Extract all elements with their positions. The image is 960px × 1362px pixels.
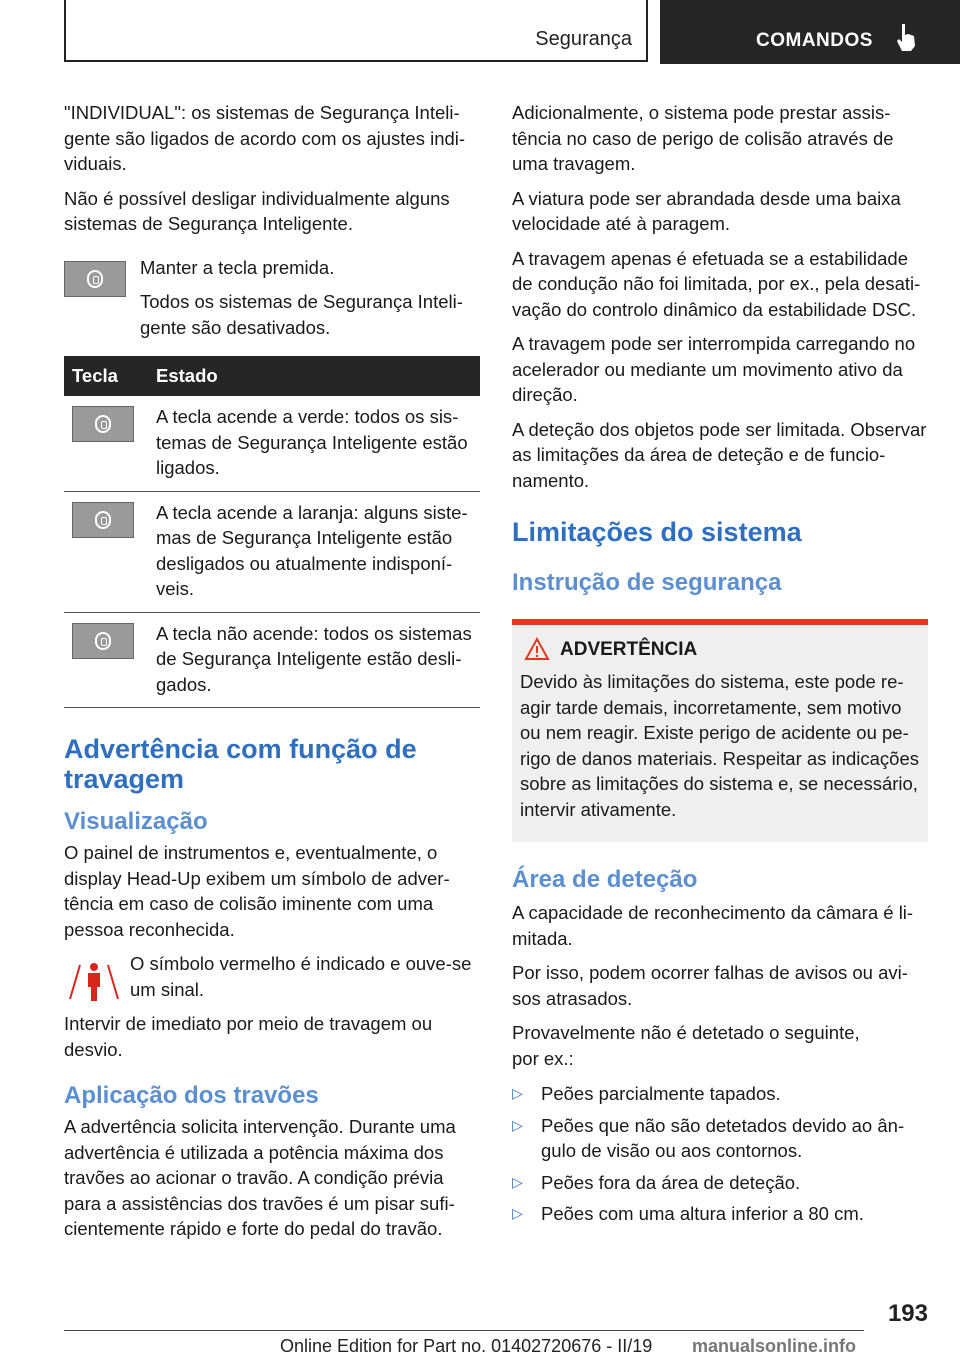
footer-divider (64, 1330, 864, 1331)
header-chapter-title: COMANDOS (756, 30, 873, 51)
list-item: ▷ Peões parcialmente tapados. (512, 1081, 928, 1107)
footer-watermark: manualsonline.info (692, 1336, 857, 1356)
paragraph: Por isso, podem ocorrer falhas de avisos ou avisos atrasados. (512, 962, 908, 1009)
paragraph: Todos os sistemas de Segurança Inteligente são desativados. (140, 291, 463, 338)
page-header (0, 0, 960, 66)
table-cell: A tecla não acende: todos os sistemas de Segurança Inteligente estão desligados. (148, 612, 480, 708)
list-item: ▷ Peões com uma altura inferior a 80 cm. (512, 1201, 928, 1227)
paragraph: O símbolo vermelho é indicado e ouve-se um sinal. (130, 953, 472, 1000)
page-number: 193 (887, 1300, 928, 1327)
key-status-table (64, 356, 480, 708)
safety-key-off-icon (72, 623, 134, 659)
warning-text: Devido às limitações do sistema, este pode reagir tarde demais, incorretamente, sem motivo ou nem reagir. Existe perigo de acidente ou perigo de danos materiais. Respeitar as indicações sobre as limitações do sistema e, se necessário, intervir ativamente. (520, 671, 919, 820)
right-column (512, 100, 928, 1233)
pedestrian-warning-icon (68, 957, 120, 1003)
left-column (64, 100, 480, 1251)
table-header: Tecla (64, 356, 148, 396)
warning-triangle-icon (524, 637, 550, 661)
paragraph (512, 1020, 928, 1071)
table-row (64, 491, 480, 612)
paragraph: A deteção dos objetos pode ser limitada. Observar as limitações da área de deteção e de funcionamento. (512, 418, 927, 491)
paragraph: A travagem apenas é efetuada se a estabilidade de condução não foi limitada, por ex., pela desativação do controlo dinâmico da estabilidade DSC. (512, 247, 921, 320)
paragraph: Intervir de imediato por meio de travagem ou desvio. (64, 1013, 433, 1060)
subsection-heading: Instrução de segurança (512, 569, 782, 596)
header-chapter-tab (660, 0, 960, 64)
table-cell: A tecla acende a verde: todos os sistemas de Segurança Inteligente estão ligados. (148, 396, 480, 491)
paragraph: Não é possível desligar individualmente alguns sistemas de Segurança Inteligente. (64, 187, 450, 234)
paragraph: A travagem pode ser interrompida carregando no acelerador ou mediante um movimento ativo da direção. (512, 333, 916, 405)
table-row (64, 396, 480, 491)
safety-key-button-icon (64, 261, 126, 297)
paragraph-line: por ex.: (512, 1047, 574, 1069)
header-section-title: Segurança (535, 28, 632, 50)
hand-pointer-icon (894, 22, 918, 52)
list-item: ▷ Peões fora da área de deteção. (512, 1170, 928, 1196)
paragraph: O painel de instrumentos e, eventualmente, o display Head-Up exibem um símbolo de advertência em caso de colisão iminente com uma pessoa reconhecida. (64, 842, 450, 940)
paragraph: A capacidade de reconhecimento da câmara é limitada. (512, 902, 914, 949)
paragraph-line: Provavelmente não é detetado o seguinte, (512, 1022, 860, 1043)
warning-title: ADVERTÊNCIA (560, 639, 698, 660)
warning-box (512, 619, 928, 842)
section-heading: Advertência com função de travagem (64, 734, 417, 794)
safety-key-green-icon (72, 406, 134, 442)
safety-key-orange-icon (72, 502, 134, 538)
bullet-list (512, 1081, 928, 1227)
paragraph: Adicionalmente, o sistema pode prestar assistência no caso de perigo de colisão através de uma travagem. (512, 102, 894, 174)
subsection-heading: Visualização (64, 808, 208, 835)
list-item: ▷ Peões que não são detetados devido ao ângulo de visão ou aos contornos. (512, 1113, 928, 1164)
subsection-heading: Aplicação dos travões (64, 1082, 319, 1109)
table-row (64, 612, 480, 708)
table-cell: A tecla acende a laranja: alguns sistemas de Segurança Inteligente estão desligados ou atualmente indisponíveis. (148, 491, 480, 612)
header-section-box (64, 0, 648, 62)
symbol-instruction (64, 951, 480, 1002)
footer-edition: Online Edition for Part no. 01402720676 - II/19 (280, 1336, 653, 1356)
subsection-heading: Área de deteção (512, 866, 698, 893)
key-instruction (64, 255, 480, 341)
warning-heading (560, 639, 920, 661)
paragraph: A viatura pode ser abrandada desde uma baixa velocidade até à paragem. (512, 187, 901, 234)
table-header: Estado (148, 356, 480, 396)
paragraph: "INDIVIDUAL": os sistemas de Segurança Inteligente são ligados de acordo com os ajustes individuais. (64, 102, 466, 174)
paragraph: A advertência solicita intervenção. Durante uma advertência é utilizada a potência máxima dos travões ao acionar o travão. A condição prévia para a assistências dos travões é um pisar suficientemente rápido e forte do pedal do travão. (64, 1116, 456, 1239)
paragraph: Manter a tecla premida. (140, 256, 335, 278)
section-heading: Limitações do sistema (512, 517, 802, 547)
